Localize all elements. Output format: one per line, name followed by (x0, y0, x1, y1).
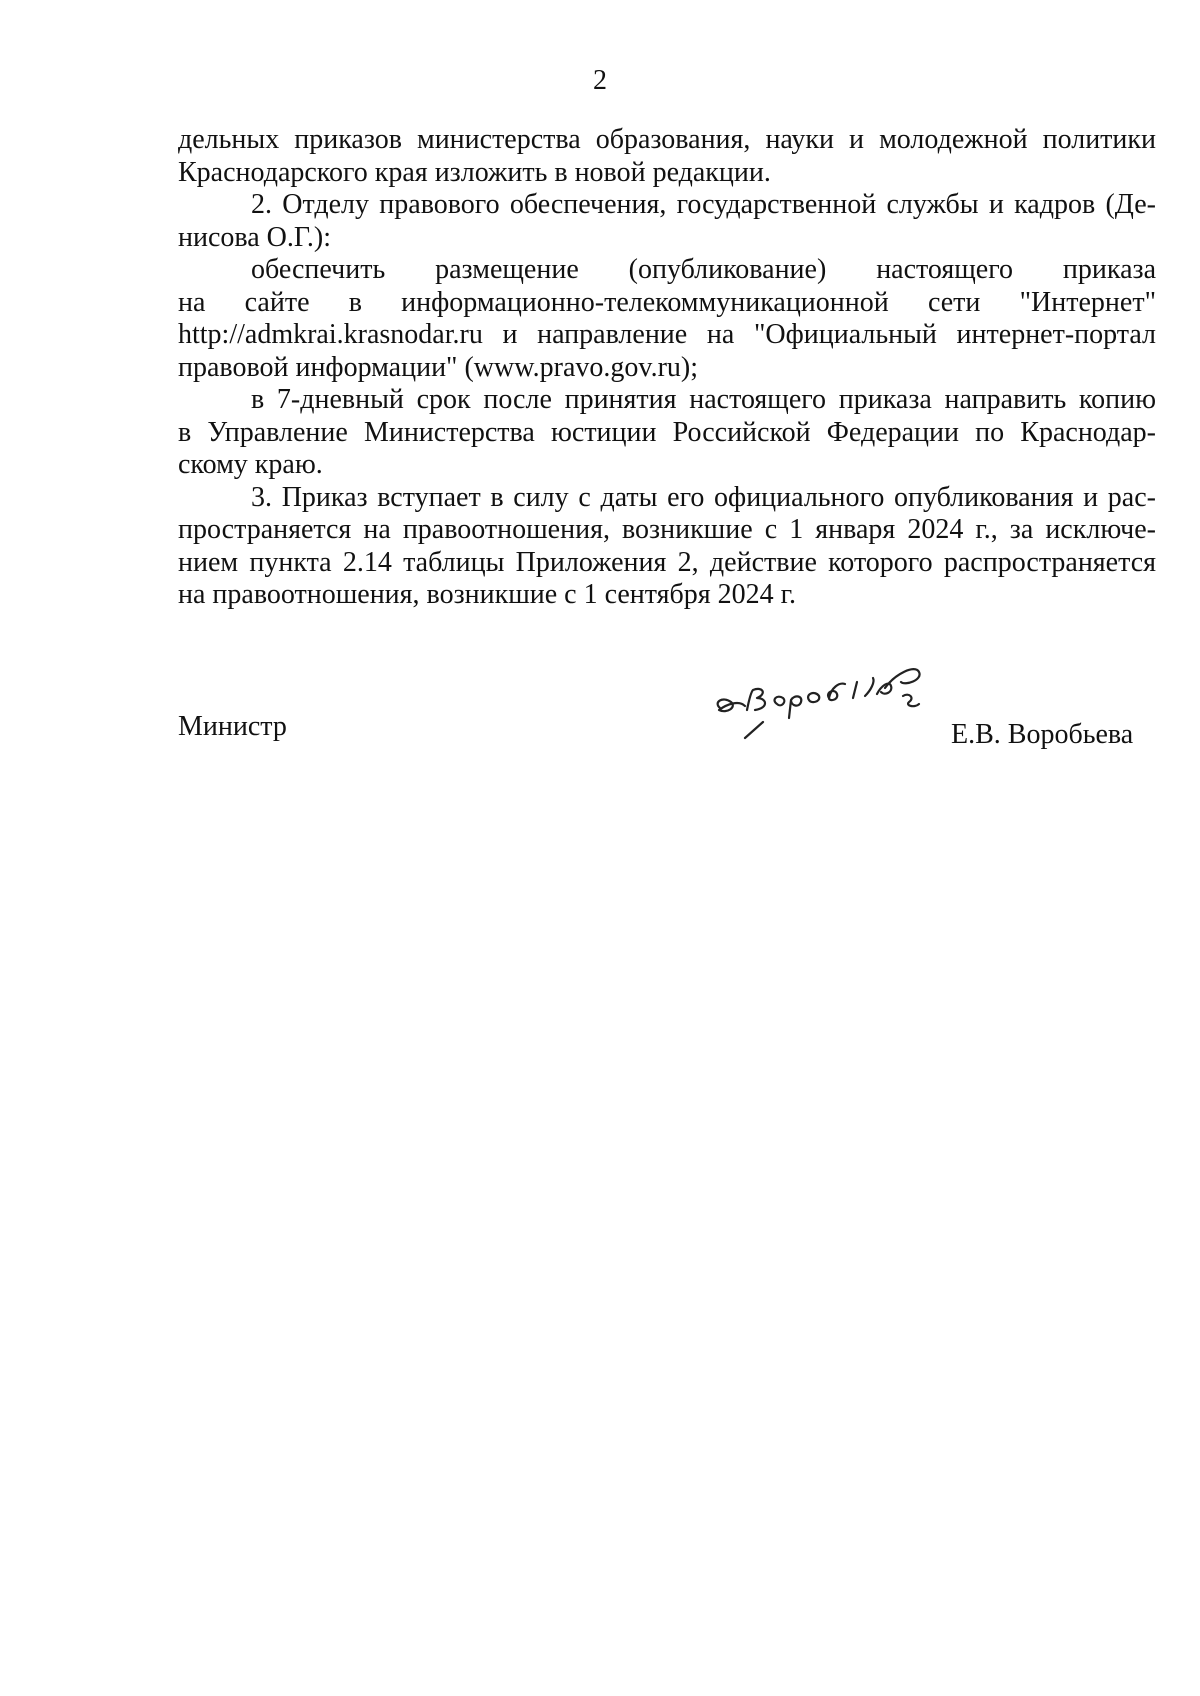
text-line: дельных приказов министерства образования, науки и молодежной политики (178, 124, 1156, 155)
text-line: на сайте в информационно-телекоммуникационной сети "Интернет" (178, 286, 1156, 318)
signature-icon (705, 660, 965, 750)
text-line: Краснодарского края изложить в новой редакции. (178, 156, 771, 188)
paragraph-2 (178, 189, 1156, 254)
text-line: в 7-дневный срок после принятия настоящего приказа направить копию (251, 384, 1156, 415)
text-line: нисова О.Г.): (178, 221, 332, 253)
text-line: правовой информации" (www.pravo.gov.ru); (178, 351, 699, 383)
text-line: в Управление Министерства юстиции Российской Федерации по Краснодар- (178, 416, 1156, 448)
text-line: 3. Приказ вступает в силу с даты его официального опубликования и рас- (251, 481, 1156, 513)
text-line: нием пункта 2.14 таблицы Приложения 2, действие которого распространяется (178, 546, 1156, 578)
signatory-title: Министр (178, 711, 287, 742)
page-number: 2 (593, 65, 607, 96)
paragraph-4 (178, 384, 1156, 482)
text-line: скому краю. (178, 449, 323, 480)
paragraph-5 (178, 482, 1156, 612)
signatory-name: Е.В. Воробьева (951, 719, 1134, 750)
paragraph-1 (178, 124, 1156, 189)
text-line: 2. Отделу правового обеспечения, государственной службы и кадров (Де- (251, 189, 1156, 220)
document-body (178, 124, 1156, 612)
text-line: обеспечить размещение (опубликование) настоящего приказа (251, 254, 1156, 285)
text-line: пространяется на правоотношения, возникшие с 1 января 2024 г., за исключе- (178, 514, 1156, 545)
text-line: http://admkrai.krasnodar.ru и направление на "Официальный интернет-портал (178, 319, 1156, 350)
text-line: на правоотношения, возникшие с 1 сентября 2024 г. (178, 579, 796, 610)
paragraph-3 (178, 254, 1156, 384)
